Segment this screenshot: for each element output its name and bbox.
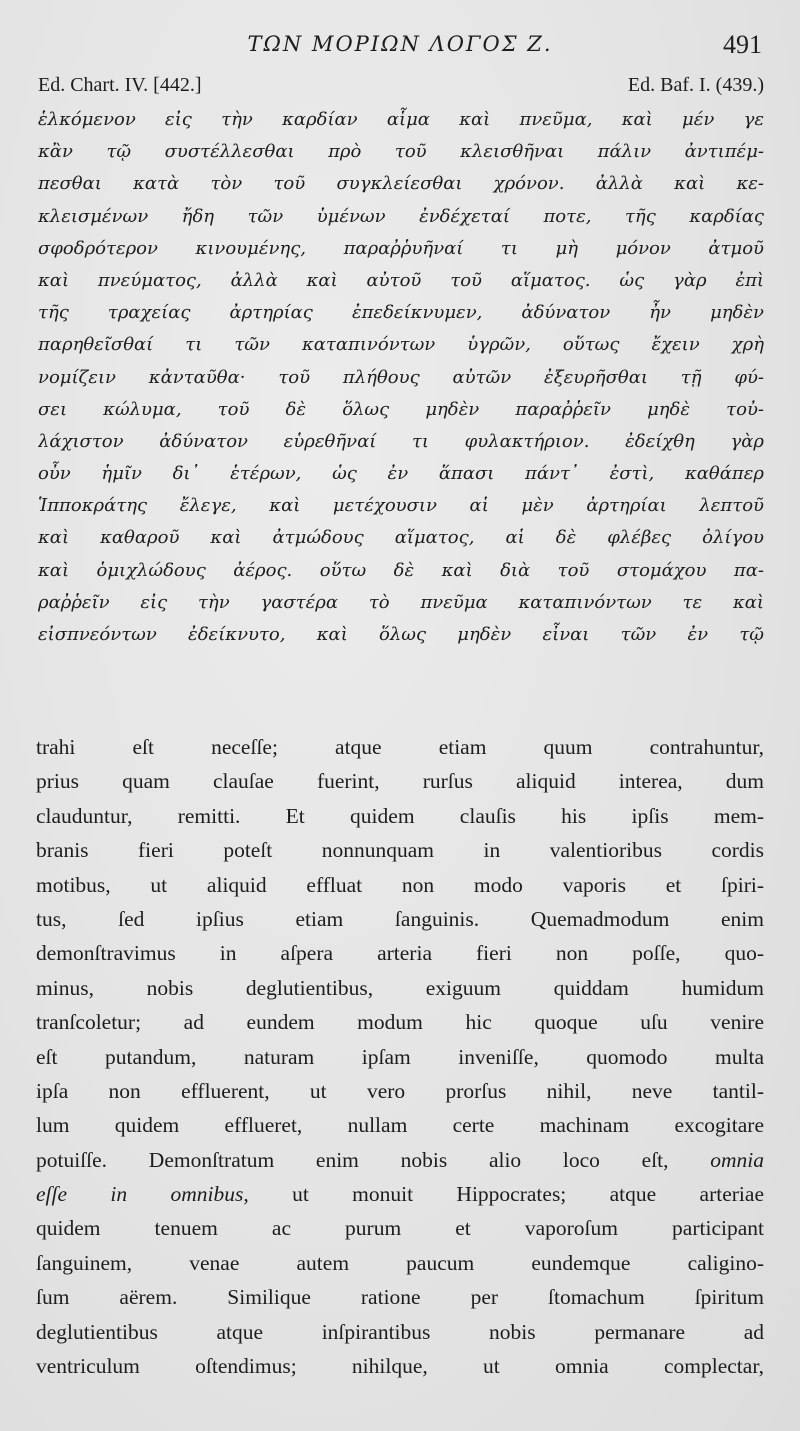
text-segment: prius quam clauſae fuerint, rurſus aliquid interea, dum <box>36 769 764 794</box>
greek-text-line: καὶ καθαροῦ καὶ ἀτμώδους αἵματος, αἱ δὲ φλέβες ὀλίγου <box>38 527 764 549</box>
greek-text-line: τῆς τραχείας ἀρτηρίας ἐπεδείκνυμεν, ἀδύνατον ἦν μηδὲν <box>38 302 764 324</box>
latin-text-line <box>36 1246 764 1280</box>
latin-text-line <box>36 1211 764 1245</box>
edition-reference-basel: Ed. Baf. I. (439.) <box>627 74 764 96</box>
greek-text-line: λάχιστον ἀδύνατον εὑρεθῆναί τι φυλακτήριον. ἐδείχθη γὰρ <box>38 430 764 452</box>
text-segment: tus, ſed ipſius etiam ſanguinis. Quemadmodum enim <box>36 906 764 931</box>
latin-text-line <box>36 833 764 867</box>
text-segment: demonſtravimus in aſpera arteria fieri non poſſe, quo- <box>36 941 764 966</box>
greek-text-line: κἂν τῷ συστέλλεσθαι πρὸ τοῦ κλεισθῆναι πάλιν ἀντιπέμ- <box>38 141 764 163</box>
greek-text-line: ἑλκόμενον εἰς τὴν καρδίαν αἷμα καὶ πνεῦμα, καὶ μέν γε <box>38 109 764 130</box>
latin-text-line <box>36 1074 764 1108</box>
latin-text-block <box>36 730 764 1383</box>
greek-text-line: καὶ πνεύματος, ἀλλὰ καὶ αὐτοῦ τοῦ αἵματος. ὡς γὰρ ἐπὶ <box>38 269 764 291</box>
text-segment: quidem tenuem ac purum et vaporoſum participant <box>36 1216 764 1241</box>
latin-text-line <box>36 1177 764 1211</box>
text-segment: tranſcoletur; ad eundem modum hic quoque uſu venire <box>36 1010 764 1035</box>
latin-text-line <box>36 902 764 936</box>
page-number: 491 <box>723 30 762 59</box>
running-title: ΤΩΝ ΜΟΡΙΩΝ ΛΟΓΟΣ Ζ. <box>247 32 553 56</box>
edition-reference-chartier: Ed. Chart. IV. [442.] <box>38 74 202 96</box>
latin-text-line <box>36 1108 764 1142</box>
latin-text-line <box>36 764 764 798</box>
greek-text-line: πεσθαι κατὰ τὸν τοῦ συγκλείεσθαι χρόνον. ἀλλὰ καὶ κε- <box>38 173 764 195</box>
edition-reference-line <box>38 74 764 100</box>
text-segment: ſum aërem. Similique ratione per ſtomachum ſpiritum <box>36 1285 764 1310</box>
latin-text-line <box>36 730 764 764</box>
greek-text-line: Ἱπποκράτης ἔλεγε, καὶ μετέχουσιν αἱ μὲν ἀρτηρίαι λεπτοῦ <box>38 495 764 517</box>
text-segment: deglutientibus atque inſpirantibus nobis permanare ad <box>36 1319 764 1344</box>
latin-text-line <box>36 1040 764 1074</box>
greek-text-line: σφοδρότερον κινουμένης, παραῤῥυῆναί τι μὴ μόνον ἀτμοῦ <box>38 237 764 259</box>
text-segment: ſanguinem, venae autem paucum eundemque caligino- <box>36 1250 764 1275</box>
latin-text-line <box>36 971 764 1005</box>
text-segment: motibus, ut aliquid effluat non modo vaporis et ſpiri- <box>36 872 764 897</box>
latin-text-line <box>36 1143 764 1177</box>
greek-text-line: σει κώλυμα, τοῦ δὲ ὅλως μηδὲν παραῤῥεῖν μηδὲ τοὐ- <box>38 398 764 420</box>
text-segment: lum quidem efflueret, nullam certe machinam excogitare <box>36 1113 764 1138</box>
latin-text-line <box>36 1280 764 1314</box>
running-head <box>0 32 800 68</box>
text-segment: eſt putandum, naturam ipſam inveniſſe, quomodo multa <box>36 1044 764 1069</box>
latin-text-line <box>36 1349 764 1383</box>
greek-text-line: παρηθεῖσθαί τι τῶν καταπινόντων ὑγρῶν, οὕτως ἔχειν χρὴ <box>38 334 764 356</box>
text-segment: minus, nobis deglutientibus, exiguum quiddam humidum <box>36 975 764 1000</box>
text-segment: trahi eſt neceſſe; atque etiam quum contrahuntur, <box>36 735 764 759</box>
latin-text-line <box>36 868 764 902</box>
latin-text-line <box>36 936 764 970</box>
greek-text-line: εἰσπνεόντων ἐδείκνυτο, καὶ ὅλως μηδὲν εἶναι τῶν ἐν τῷ <box>38 624 764 645</box>
greek-text-line: νομίζειν κἀνταῦθα· τοῦ πλήθους αὐτῶν ἐξευρῆσθαι τῇ φύ- <box>38 366 764 388</box>
latin-text-line <box>36 1315 764 1349</box>
greek-text-line: οὖν ἡμῖν δι᾽ ἑτέρων, ὡς ἐν ἅπασι πάντ᾽ ἐστὶ, καθάπερ <box>38 463 764 485</box>
italic-quotation: omnia <box>710 1147 764 1172</box>
text-segment: ipſa non effluerent, ut vero prorſus nihil, neve tantil- <box>36 1078 764 1103</box>
text-segment: branis fieri poteſt nonnunquam in valentioribus cordis <box>36 838 764 863</box>
latin-text-line <box>36 1005 764 1039</box>
greek-text-line: κλεισμένων ἤδη τῶν ὑμένων ἐνδέχεταί ποτε, τῆς καρδίας <box>38 205 764 227</box>
text-segment: ventriculum oſtendimus; nihilque, ut omnia complectar, <box>36 1354 764 1379</box>
text-segment: clauduntur, remitti. Et quidem clauſis his ipſis mem- <box>36 803 764 828</box>
greek-text-block <box>38 104 764 651</box>
italic-quotation: eſſe in omnibus <box>36 1182 244 1207</box>
greek-text-line: ραῤῥεῖν εἰς τὴν γαστέρα τὸ πνεῦμα καταπινόντων τε καὶ <box>38 591 764 613</box>
text-segment: potuiſſe. Demonſtratum enim nobis alio loco eſt, <box>36 1147 711 1172</box>
text-segment: , ut monuit Hippocrates; atque arteriae <box>243 1182 764 1207</box>
latin-text-line <box>36 799 764 833</box>
greek-text-line: καὶ ὁμιχλώδους ἀέρος. οὕτω δὲ καὶ διὰ τοῦ στομάχου πα- <box>38 559 764 581</box>
